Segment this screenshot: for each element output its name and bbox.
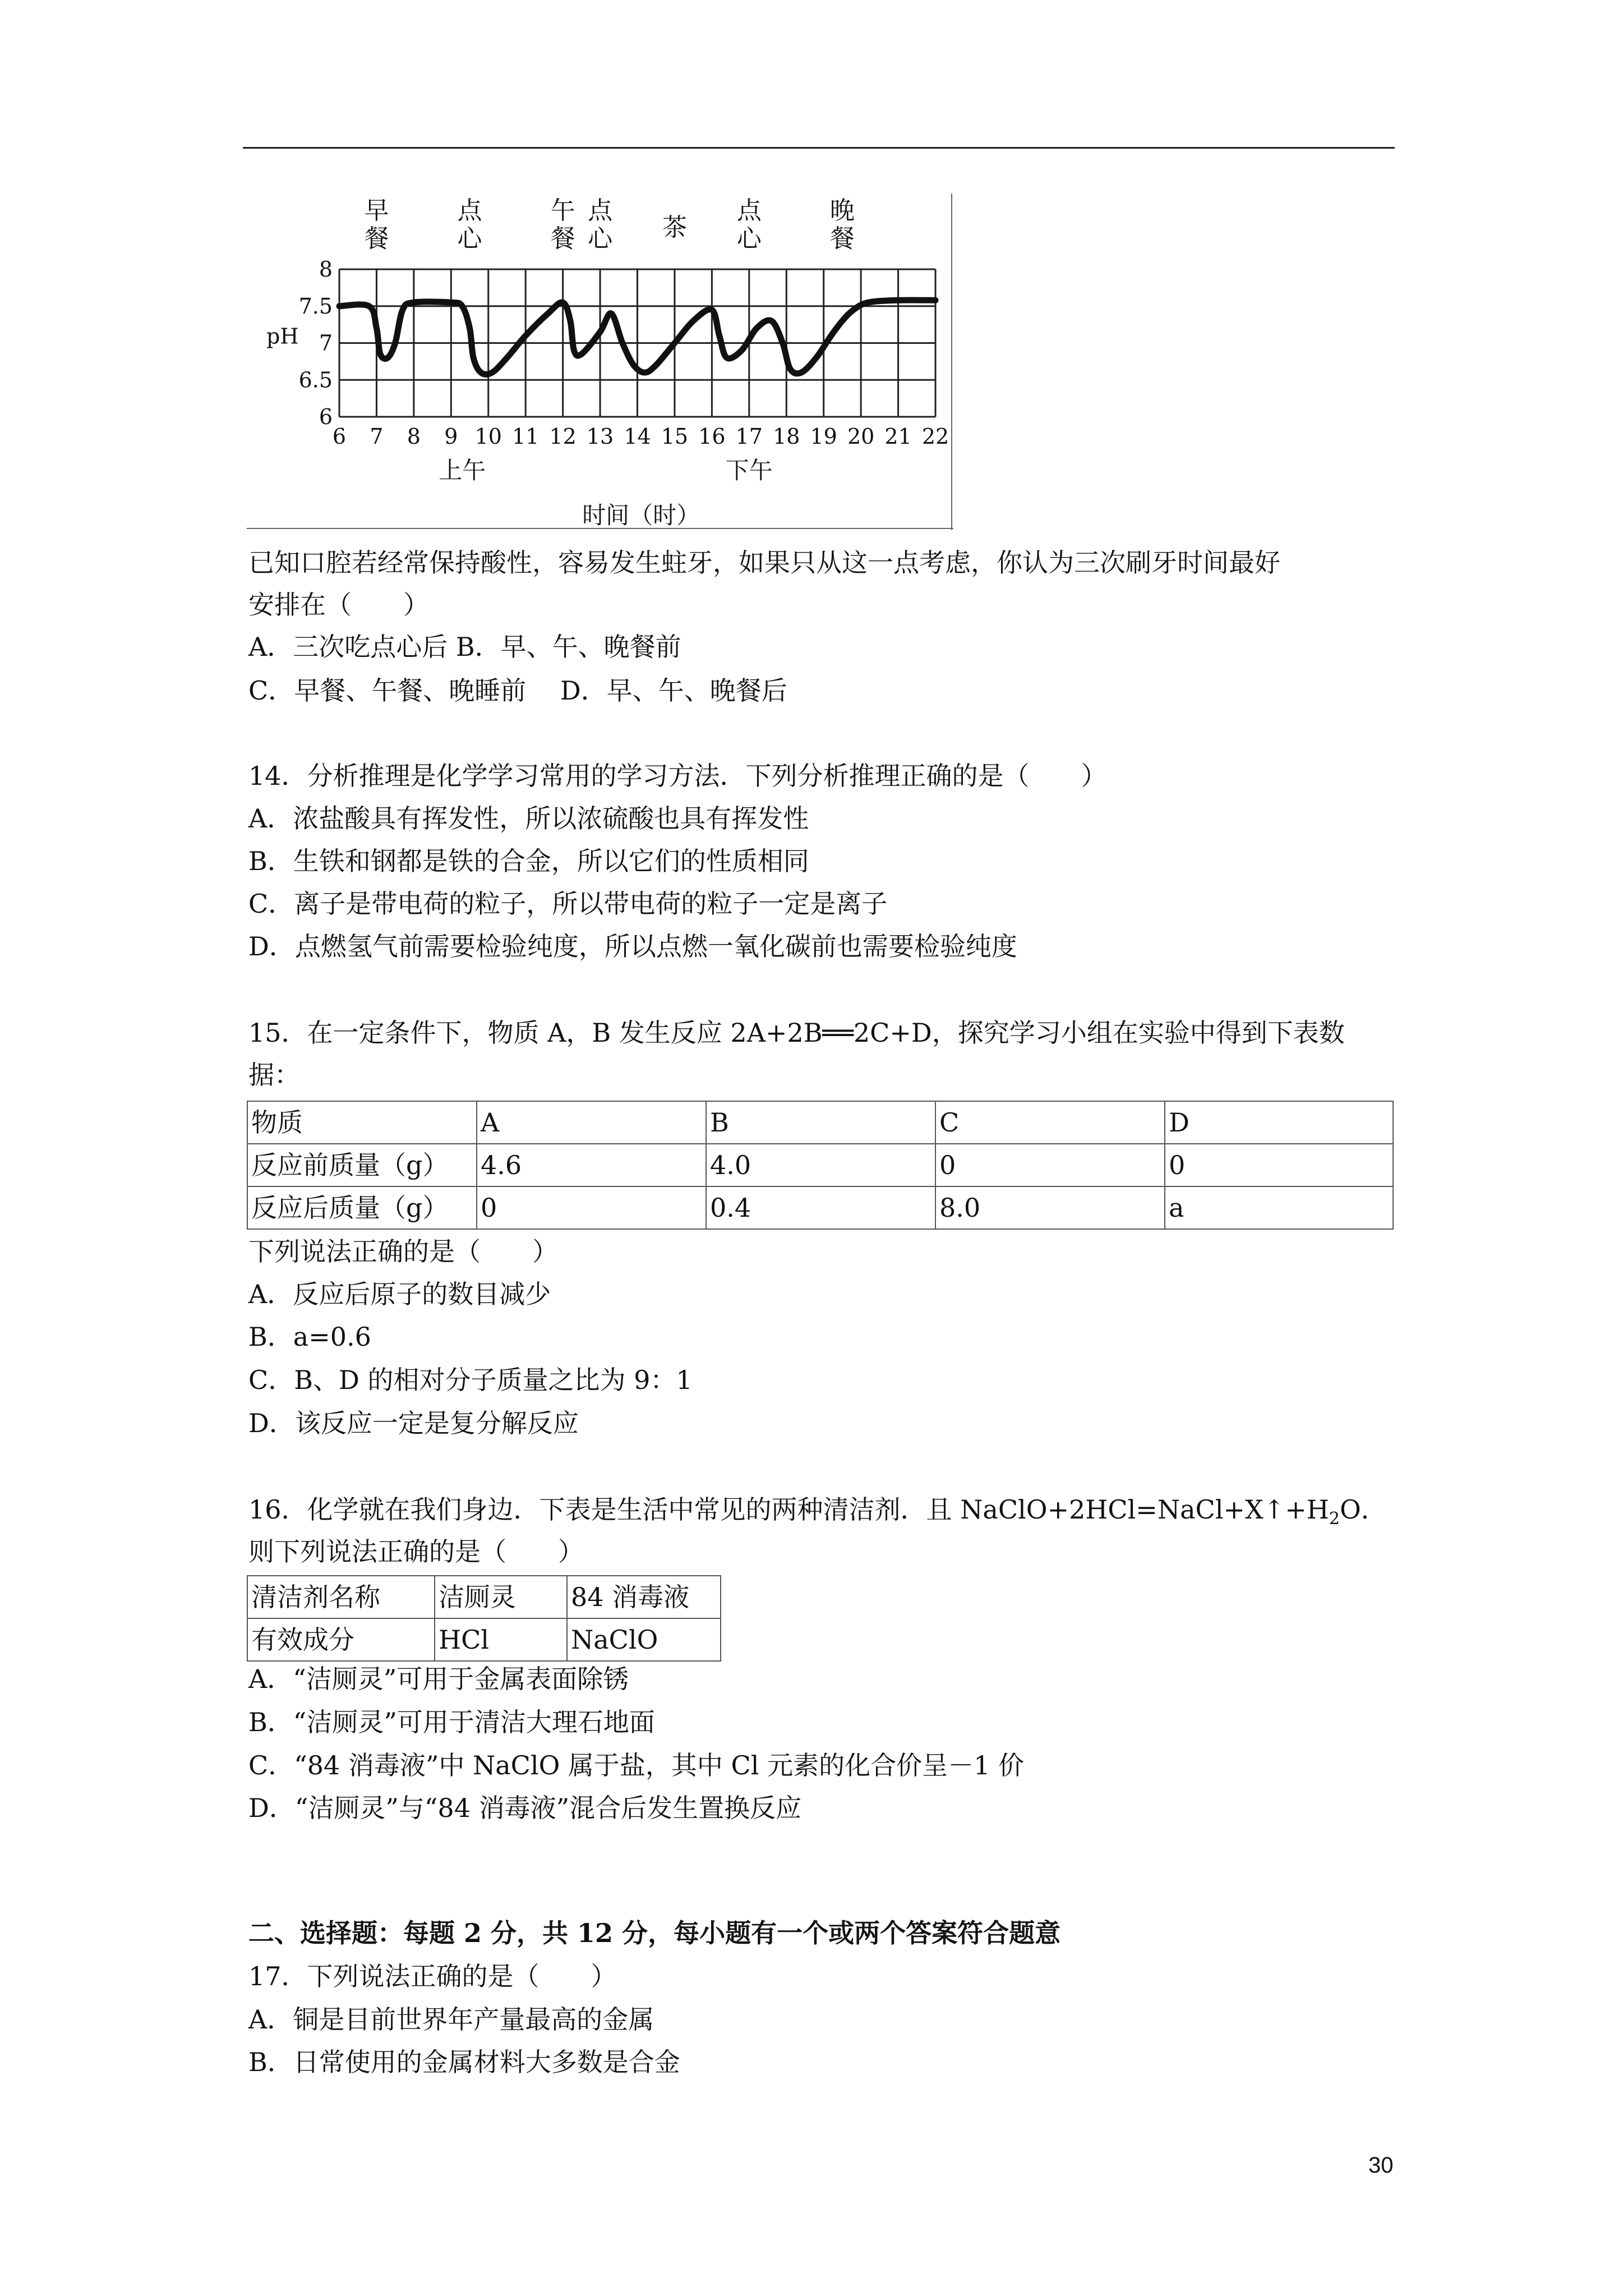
q15-option-b: B．a=0.6 [248, 1322, 371, 1352]
table-cell: 洁厕灵 [435, 1576, 567, 1618]
table-cell: 清洁剂名称 [247, 1576, 435, 1618]
q16-option-b: B．“洁厕灵”可用于清洁大理石地面 [248, 1707, 655, 1737]
table-cell: 有效成分 [247, 1618, 435, 1661]
chart-svg [247, 194, 953, 530]
x-tick-label: 10 [474, 424, 502, 449]
x-tick-label: 15 [661, 424, 689, 449]
table-cell: 0.4 [706, 1186, 935, 1229]
ph-time-chart [247, 194, 953, 530]
y-tick-label: 7.5 [298, 293, 333, 319]
meal-label [830, 196, 855, 253]
q16-stem-line1 [248, 1494, 1387, 1529]
x-tick-label: 6 [332, 424, 347, 449]
table-cell: HCl [435, 1618, 567, 1661]
q14-stem: 14．分析推理是化学学习常用的学习方法．下列分析推理正确的是（ ） [248, 761, 1107, 791]
table-cell: D [1165, 1101, 1393, 1144]
q16-stem-line2: 则下列说法正确的是（ ） [248, 1536, 584, 1567]
x-axis-label: 时间（时） [582, 501, 700, 529]
y-tick-label: 6 [319, 404, 333, 429]
header-rule [243, 147, 1395, 149]
table-cell: A [477, 1101, 706, 1144]
meal-label-char: 早 [364, 196, 389, 225]
section2-heading: 二、选择题：每题 2 分，共 12 分，每小题有一个或两个答案符合题意 [248, 1918, 1061, 1948]
meal-label [588, 196, 614, 253]
page-number: 30 [1368, 2153, 1394, 2178]
q15-prompt: 下列说法正确的是（ ） [248, 1236, 558, 1267]
meal-label-char: 餐 [550, 224, 575, 253]
q14-option-d: D．点燃氢气前需要检验纯度，所以点燃一氧化碳前也需要检验纯度 [248, 931, 1017, 961]
x-tick-label: 11 [512, 424, 540, 449]
y-tick-label: 6.5 [298, 367, 333, 393]
x-tick-label: 9 [444, 424, 458, 449]
x-tick-label: 7 [370, 424, 384, 449]
q16-stem-text: 16．化学就在我们身边．下表是生活中常见的两种清洁剂．且 NaClO+2HCl=NaCl+X↑+H [248, 1494, 1329, 1525]
table-row [247, 1618, 721, 1661]
q13-stem-line1: 已知口腔若经常保持酸性，容易发生蛀牙，如果只从这一点考虑，你认为三次刷牙时间最好 [248, 547, 1280, 578]
meal-label [458, 196, 483, 253]
meal-label-char: 点 [457, 196, 482, 225]
table-cell: NaClO [567, 1618, 721, 1661]
x-tick-label: 8 [407, 424, 421, 449]
x-tick-label: 17 [735, 424, 763, 449]
table-row [247, 1101, 1393, 1144]
table-cell: 反应后质量（g） [247, 1186, 477, 1229]
table-cell: C [935, 1101, 1165, 1144]
table-cell: 0 [1165, 1144, 1393, 1186]
y-axis-label: pH [266, 324, 299, 349]
table-cell: 反应前质量（g） [247, 1144, 477, 1186]
table-row [247, 1576, 721, 1618]
meal-label [364, 196, 389, 253]
x-tick-label: 20 [847, 424, 875, 449]
meal-label-char: 点 [736, 196, 762, 225]
x-tick-label: 14 [624, 424, 651, 449]
y-tick-label: 7 [319, 330, 333, 356]
q17-option-a: A．铜是目前世界年产量最高的金属 [248, 2004, 654, 2035]
table-cell: 4.0 [706, 1144, 935, 1186]
q16-stem-subscript: 2 [1329, 1509, 1340, 1529]
meal-label-char: 点 [588, 196, 613, 225]
table-cell: 物质 [247, 1101, 477, 1144]
meal-label-char: 餐 [364, 224, 389, 253]
q16-option-c: C．“84 消毒液”中 NaClO 属于盐，其中 Cl 元素的化合价呈－1 价 [248, 1750, 1024, 1780]
q17-stem: 17．下列说法正确的是（ ） [248, 1961, 617, 1991]
q13-options-line2: C．早餐、午餐、晚睡前 D．早、午、晚餐后 [248, 675, 787, 706]
table-row [247, 1186, 1393, 1229]
meal-label: 茶 [662, 213, 687, 242]
q13-stem-line2: 安排在（ ） [248, 590, 429, 620]
x-tick-label: 13 [586, 424, 614, 449]
y-tick-label: 8 [319, 257, 333, 282]
meal-label [551, 196, 575, 253]
meal-label-char: 餐 [829, 224, 855, 253]
meal-label-char: 心 [588, 224, 613, 253]
x-tick-label: 12 [549, 424, 577, 449]
x-tick-label: 21 [884, 424, 912, 449]
q15-option-c: C．B、D 的相对分子质量之比为 9：1 [248, 1365, 693, 1395]
q17-option-b: B．日常使用的金属材料大多数是合金 [248, 2047, 680, 2077]
x-tick-label: 19 [810, 424, 837, 449]
q16-cleaner-table [247, 1575, 721, 1662]
q15-option-a: A．反应后原子的数目减少 [248, 1279, 551, 1309]
x-tick-label: 16 [698, 424, 726, 449]
table-cell: a [1165, 1186, 1393, 1229]
meal-label-char: 午 [550, 196, 575, 225]
meal-label-char: 晚 [829, 196, 855, 225]
meal-label [737, 196, 763, 253]
q14-option-a: A．浓盐酸具有挥发性，所以浓硫酸也具有挥发性 [248, 803, 809, 834]
table-cell: 84 消毒液 [567, 1576, 721, 1618]
q15-stem-line2: 据： [248, 1060, 300, 1090]
q15-mass-table [247, 1101, 1394, 1230]
table-cell: 0 [935, 1144, 1165, 1186]
q13-options-line1: A．三次吃点心后 B．早、午、晚餐前 [248, 632, 681, 662]
q16-option-a: A．“洁厕灵”可用于金属表面除锈 [248, 1664, 629, 1694]
q14-option-c: C．离子是带电荷的粒子，所以带电荷的粒子一定是离子 [248, 889, 888, 919]
table-row [247, 1144, 1393, 1186]
x-group-label: 下午 [725, 457, 773, 484]
q15-stem-line1: 15．在一定条件下，物质 A，B 发生反应 2A+2B══2C+D，探究学习小组在实验中得到下表数 [248, 1018, 1345, 1048]
table-cell: 8.0 [935, 1186, 1165, 1229]
meal-label-char: 心 [736, 224, 762, 253]
x-tick-label: 22 [921, 424, 949, 449]
table-cell: 4.6 [477, 1144, 706, 1186]
q16-stem-text-end: O． [1340, 1494, 1387, 1525]
q14-option-b: B．生铁和钢都是铁的合金，所以它们的性质相同 [248, 846, 809, 876]
q16-option-d: D．“洁厕灵”与“84 消毒液”混合后发生置换反应 [248, 1793, 802, 1823]
x-tick-label: 18 [773, 424, 800, 449]
x-group-label: 上午 [439, 457, 486, 484]
q15-option-d: D．该反应一定是复分解反应 [248, 1408, 579, 1438]
table-cell: 0 [477, 1186, 706, 1229]
meal-label-char: 心 [457, 224, 482, 253]
table-cell: B [706, 1101, 935, 1144]
